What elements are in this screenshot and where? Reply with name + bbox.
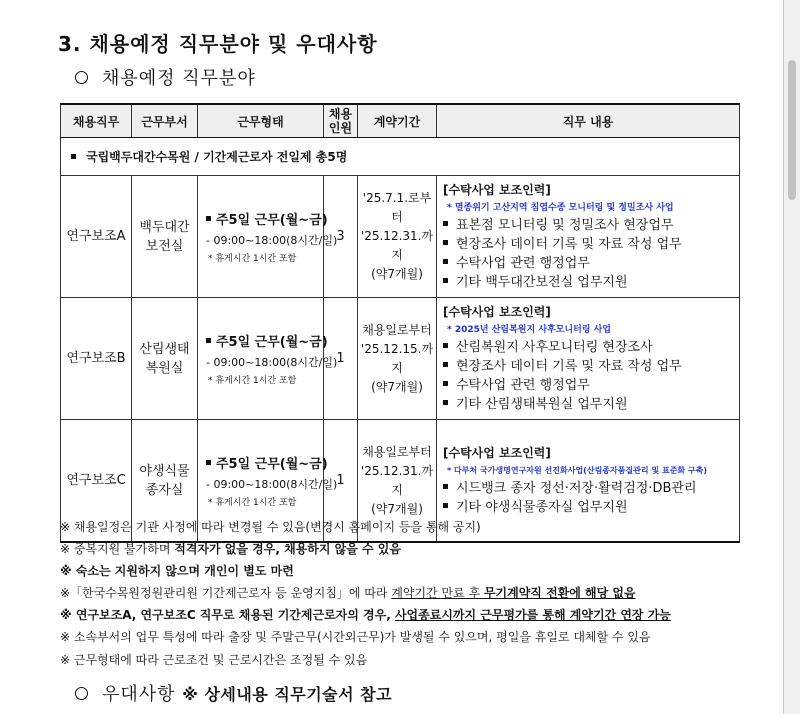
duty-item: [443, 273, 735, 292]
duty-heading: [수탁사업 보조인력]: [443, 183, 551, 197]
duty-item-text: 수탁사업 관련 행정업무: [456, 256, 590, 271]
org-label: 국립백두대간수목원 / 기간제근로자 전일제 총5명: [86, 150, 348, 164]
work-type-cell: [198, 176, 338, 298]
period-cell: 채용일로부터 '25.12.31.까지 (약7개월): [358, 420, 437, 543]
period-cell: 채용일로부터 '25.12.15.까지 (약7개월): [358, 298, 437, 420]
note-line: ※ 채용일정은 기관 사정에 따라 변경될 수 있음(변경시 홈페이지 등을 통해 공지): [60, 520, 481, 534]
note-emphasis: 적격자가 없을 경우, 채용하지 않을 수 있음: [174, 542, 401, 557]
note-text: ※ 중복지원 불가하며: [60, 542, 175, 557]
duty-heading: [수탁사업 보조인력]: [443, 446, 551, 460]
count-cell: 1: [324, 298, 358, 420]
duty-item: [443, 498, 735, 517]
job-cell: 연구보조A: [61, 176, 132, 298]
duty-item-text: 현장조사 데이터 기록 및 자료 작성 업무: [456, 237, 682, 252]
square-bullet-icon: [443, 221, 448, 226]
duty-note: * 다부처 국가생명연구자원 선진화사업(산림종자품질관리 및 표준화 구축): [447, 466, 708, 475]
note-emphasis-underline: 사업종료시까지 근무평가를 통해 계약기간 연장 가능: [394, 608, 671, 623]
subsection-heading-jobs: [75, 64, 256, 90]
table-header-row: [61, 104, 740, 138]
duty-cell: [437, 298, 740, 420]
vertical-scrollbar[interactable]: [783, 0, 800, 714]
notes-list: [60, 516, 671, 671]
square-bullet-icon: [206, 338, 211, 343]
header-cell: 채용직무: [61, 104, 132, 138]
square-bullet-icon: [206, 460, 211, 465]
preferences-note: ※ 상세내용 직무기술서 참고: [182, 685, 393, 704]
count-cell: 3: [324, 176, 358, 298]
work-hours: - 09:00~18:00(8시간/일): [206, 356, 338, 369]
circle-bullet-icon: [75, 71, 88, 84]
duty-item: [443, 357, 735, 376]
duty-item: [443, 338, 735, 357]
duty-item: [443, 395, 735, 414]
header-cell: 근무형태: [198, 104, 324, 138]
note-underline: 계약기간 만료 후: [391, 586, 484, 601]
square-bullet-icon: [443, 503, 448, 508]
duty-item-text: 시드뱅크 종자 정선·저장·활력검정·DB관리: [456, 481, 697, 496]
header-cell: 직무 내용: [437, 104, 740, 138]
duty-item-text: 표본점 모니터링 및 정밀조사 현장업무: [456, 218, 674, 233]
note-emphasis: 무기계약직 전환에 해당 없음: [483, 586, 636, 601]
duty-item: [443, 479, 735, 498]
work-type-cell: [198, 298, 338, 420]
duty-cell: [437, 176, 740, 298]
work-days: 주5일 근무(월~금): [216, 457, 328, 472]
break-note: * 휴게시간 1시간 포함: [208, 254, 297, 264]
header-cell: 계약기간: [358, 104, 437, 138]
subsection-heading-preferences: [75, 680, 392, 706]
duty-item: [443, 216, 735, 235]
duty-heading: [수탁사업 보조인력]: [443, 305, 551, 319]
note-line: [60, 538, 671, 560]
duty-item: [443, 235, 735, 254]
table-row: [61, 298, 740, 420]
duty-item-text: 기타 백두대간보전실 업무지원: [456, 275, 628, 290]
square-bullet-icon: [71, 154, 76, 159]
section-title: 3. 채용예정 직무분야 및 우대사항: [58, 32, 378, 56]
org-row: [61, 138, 740, 176]
subsection-preferences-label: 우대사항: [102, 684, 176, 705]
square-bullet-icon: [443, 400, 448, 405]
square-bullet-icon: [443, 381, 448, 386]
note-line: [60, 582, 671, 604]
duty-item-text: 수탁사업 관련 행정업무: [456, 378, 590, 393]
dept-cell: 산림생태 복원실: [132, 298, 198, 420]
note-line: ※ 소속부서의 업무 특성에 따라 출장 및 주말근무(시간외근무)가 발생될 수 있으며, 평일을 휴일로 대체할 수 있음: [60, 630, 651, 645]
duty-item-text: 산림복원지 사후모니터링 현장조사: [456, 340, 653, 355]
jobs-table: [60, 103, 740, 543]
work-hours: - 09:00~18:00(8시간/일): [206, 234, 338, 247]
header-cell: 근무부서: [132, 104, 198, 138]
note-line: ※ 숙소는 지원하지 않으며 개인이 별도 마련: [60, 564, 294, 579]
note-line: [60, 604, 671, 626]
scrollbar-thumb[interactable]: [788, 60, 796, 200]
break-note: * 휴게시간 1시간 포함: [208, 498, 297, 508]
header-cell: 채용 인원: [324, 104, 358, 138]
dept-cell: 백두대간 보전실: [132, 176, 198, 298]
dept-cell: 야생식물 종자실: [132, 420, 198, 543]
note-line: ※ 근무형태에 따라 근로조건 및 근로시간은 조정될 수 있음: [60, 652, 368, 667]
circle-bullet-icon: [75, 687, 88, 700]
period-cell: '25.7.1.로부터 '25.12.31.까지 (약7개월): [358, 176, 437, 298]
duty-item: [443, 376, 735, 395]
work-days: 주5일 근무(월~금): [216, 335, 328, 350]
square-bullet-icon: [443, 362, 448, 367]
duty-note: * 2025년 산림복원지 사후모니터링 사업: [447, 325, 612, 335]
duty-item-text: 기타 산림생태복원실 업무지원: [456, 397, 628, 412]
note-emphasis: ※ 연구보조A, 연구보조C 직무로 채용된 기간제근로자의 경우,: [60, 608, 395, 623]
square-bullet-icon: [443, 343, 448, 348]
square-bullet-icon: [206, 216, 211, 221]
square-bullet-icon: [443, 240, 448, 245]
duty-item: [443, 254, 735, 273]
duty-item-text: 현장조사 데이터 기록 및 자료 작성 업무: [456, 359, 682, 374]
table-row: [61, 176, 740, 298]
work-hours: - 09:00~18:00(8시간/일): [206, 478, 338, 491]
work-days: 주5일 근무(월~금): [216, 213, 328, 228]
square-bullet-icon: [443, 484, 448, 489]
square-bullet-icon: [443, 278, 448, 283]
subsection-jobs-label: 채용예정 직무분야: [102, 68, 256, 89]
job-cell: 연구보조C: [61, 420, 132, 543]
duty-item-text: 기타 야생식물종자실 업무지원: [456, 500, 628, 515]
break-note: * 휴게시간 1시간 포함: [208, 376, 297, 386]
job-cell: 연구보조B: [61, 298, 132, 420]
count-cell: 1: [324, 420, 358, 543]
note-text: ※「한국수목원정원관리원 기간제근로자 등 운영지침」에 따라: [60, 586, 392, 601]
square-bullet-icon: [443, 259, 448, 264]
duty-note: * 멸종위기 고산지역 침엽수종 모니터링 및 정밀조사 사업: [447, 203, 674, 213]
